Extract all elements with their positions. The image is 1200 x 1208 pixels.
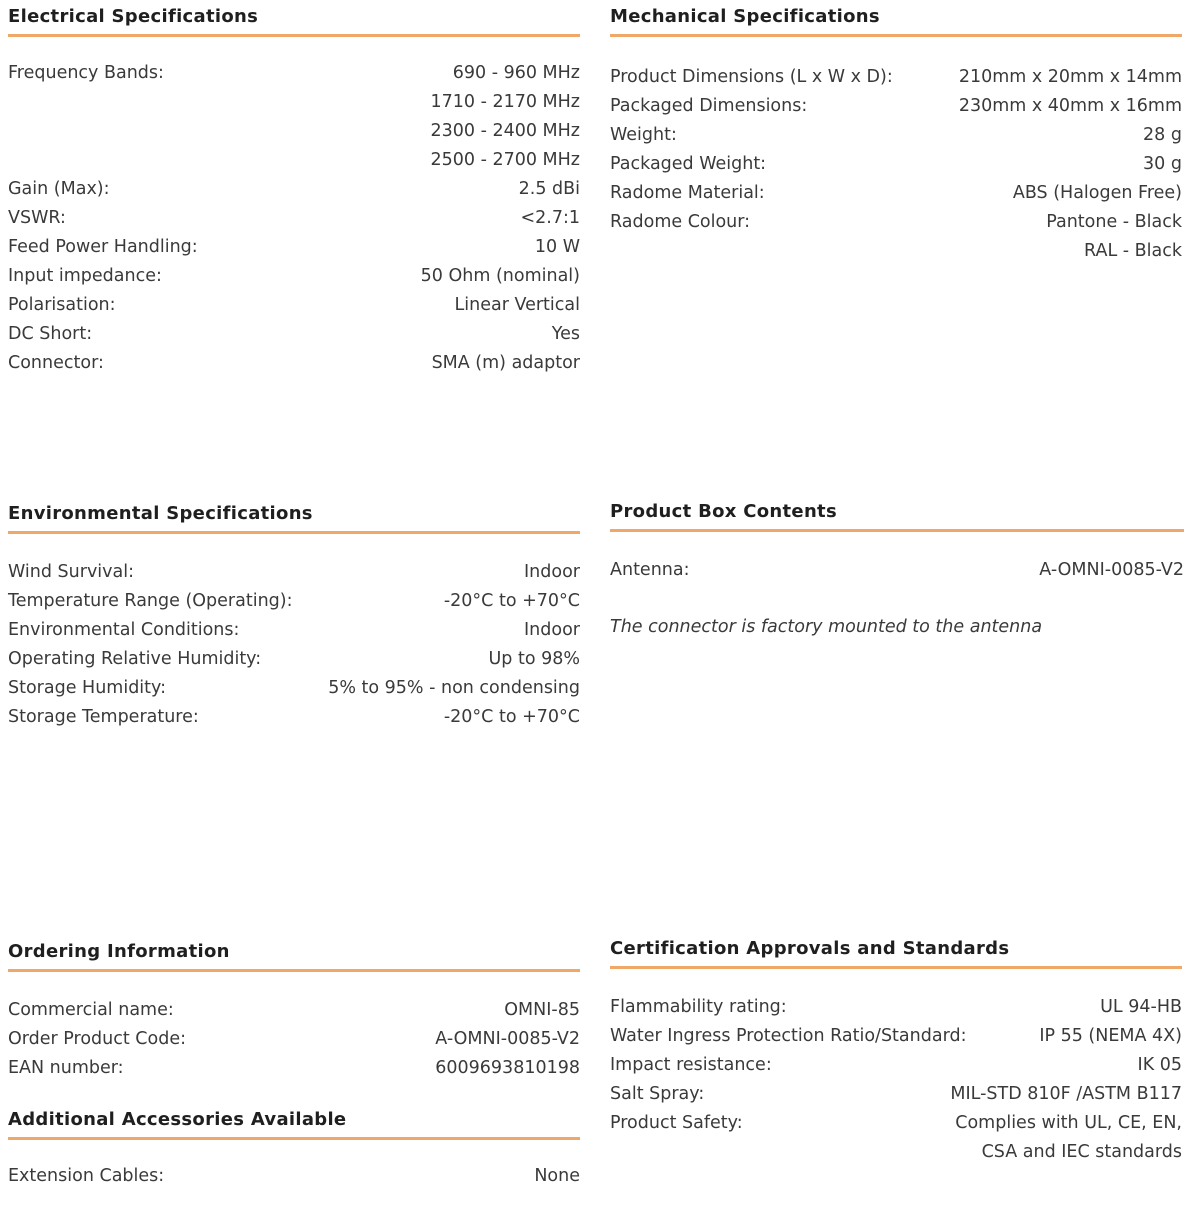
spec-row [8, 1054, 580, 1083]
product-box-contents-section [610, 501, 1184, 642]
spec-value-group [535, 233, 580, 262]
spec-value-group [524, 558, 580, 587]
spec-value-group [421, 262, 580, 291]
spec-label: Gain (Max): [8, 179, 110, 199]
spec-row [8, 1162, 580, 1191]
spec-row [610, 208, 1182, 266]
spec-row [610, 1080, 1182, 1109]
spec-label: Packaged Dimensions: [610, 96, 808, 116]
spec-value: A-OMNI-0085-V2 [1039, 560, 1184, 580]
spec-value-group [1013, 179, 1182, 208]
spec-row [8, 996, 580, 1025]
spec-value-group [524, 616, 580, 645]
section-heading: Ordering Information [8, 941, 580, 972]
spec-label: Extension Cables: [8, 1166, 165, 1186]
spec-list [8, 1162, 580, 1191]
spec-label: Radome Material: [610, 183, 765, 203]
mechanical-specifications-section [610, 6, 1182, 266]
spec-value: 1710 - 2170 MHz [430, 92, 580, 112]
spec-row [610, 556, 1184, 585]
spec-value: UL 94-HB [1100, 997, 1182, 1017]
spec-value: Pantone - Black [1046, 212, 1182, 232]
spec-label: Storage Temperature: [8, 707, 199, 727]
spec-label: Radome Colour: [610, 212, 751, 232]
spec-value: MIL-STD 810F /ASTM B117 [950, 1084, 1182, 1104]
spec-value: Indoor [524, 620, 580, 640]
spec-row [610, 92, 1182, 121]
spec-value: ABS (Halogen Free) [1012, 183, 1182, 203]
electrical-specifications-section [8, 6, 580, 378]
spec-value: 50 Ohm (nominal) [420, 266, 580, 286]
section-heading: Electrical Specifications [8, 6, 580, 37]
spec-row [610, 1022, 1182, 1051]
section-heading: Environmental Specifications [8, 503, 580, 534]
spec-value: None [534, 1166, 580, 1186]
spec-row [610, 63, 1182, 92]
spec-value: Up to 98% [488, 649, 580, 669]
spec-value: Complies with UL, CE, EN, [955, 1113, 1182, 1133]
spec-label: Polarisation: [8, 295, 116, 315]
spec-row [610, 1051, 1182, 1080]
spec-value-group [1143, 150, 1182, 179]
section-heading: Certification Approvals and Standards [610, 938, 1182, 969]
spec-value: RAL - Black [1084, 241, 1182, 261]
spec-value-group [520, 204, 580, 233]
spec-row [610, 121, 1182, 150]
spec-value-group [950, 1080, 1182, 1109]
spec-value-group [455, 291, 580, 320]
spec-label: Commercial name: [8, 1000, 174, 1020]
spec-label: Product Dimensions (L x W x D): [610, 67, 893, 87]
additional-accessories-section [8, 1109, 580, 1191]
spec-label: Packaged Weight: [610, 154, 767, 174]
spec-value: IP 55 (NEMA 4X) [1039, 1026, 1182, 1046]
spec-label: Input impedance: [8, 266, 162, 286]
spec-value: 230mm x 40mm x 16mm [958, 96, 1182, 116]
spec-row [8, 175, 580, 204]
spec-value-group [1039, 1022, 1182, 1051]
spec-value-group [534, 1162, 580, 1191]
spec-value: 28 g [1143, 125, 1182, 145]
spec-value-group [328, 674, 580, 703]
spec-row [8, 558, 580, 587]
spec-value: A-OMNI-0085-V2 [435, 1029, 580, 1049]
spec-value: 210mm x 20mm x 14mm [958, 67, 1182, 87]
spec-value: 2.5 dBi [518, 179, 580, 199]
spec-row [8, 291, 580, 320]
spec-value: 10 W [534, 237, 580, 257]
spec-value-group [1138, 1051, 1182, 1080]
spec-label: Antenna: [610, 560, 690, 580]
spec-row [8, 645, 580, 674]
certification-approvals-section [610, 938, 1182, 1167]
spec-value: 30 g [1143, 154, 1182, 174]
spec-value-group [432, 349, 580, 378]
spec-value: IK 05 [1137, 1055, 1182, 1075]
section-heading: Product Box Contents [610, 501, 1184, 532]
spec-value-group [488, 645, 580, 674]
spec-label: VSWR: [8, 208, 66, 228]
spec-value: 690 - 960 MHz [452, 63, 580, 83]
ordering-information-section [8, 941, 580, 1083]
spec-row [8, 262, 580, 291]
spec-row [610, 150, 1182, 179]
spec-label: Connector: [8, 353, 104, 373]
spec-list [8, 558, 580, 732]
spec-value-group [552, 320, 580, 349]
spec-value-group [444, 587, 580, 616]
spec-label: Operating Relative Humidity: [8, 649, 262, 669]
spec-label: Temperature Range (Operating): [8, 591, 293, 611]
spec-row [8, 674, 580, 703]
spec-label: Environmental Conditions: [8, 620, 240, 640]
spec-value: SMA (m) adaptor [431, 353, 580, 373]
spec-row [8, 349, 580, 378]
spec-label: Salt Spray: [610, 1084, 705, 1104]
spec-value-group [519, 175, 580, 204]
environmental-specifications-section [8, 503, 580, 732]
spec-row [8, 616, 580, 645]
spec-label: Wind Survival: [8, 562, 134, 582]
section-heading: Mechanical Specifications [610, 6, 1182, 37]
spec-value: 5% to 95% - non condensing [328, 678, 580, 698]
spec-label: Flammability rating: [610, 997, 787, 1017]
spec-row [8, 320, 580, 349]
connector-note: The connector is factory mounted to the antenna [610, 617, 1043, 637]
spec-list [8, 996, 580, 1083]
spec-value: -20°C to +70°C [443, 591, 580, 611]
spec-value-group [959, 63, 1182, 92]
spec-label: Feed Power Handling: [8, 237, 198, 257]
spec-value-group [504, 996, 580, 1025]
spec-label: Impact resistance: [610, 1055, 772, 1075]
section-heading: Additional Accessories Available [8, 1109, 580, 1140]
spec-value: CSA and IEC standards [981, 1142, 1182, 1162]
spec-value-group [955, 1109, 1182, 1167]
spec-label: Weight: [610, 125, 677, 145]
spec-value-group [959, 92, 1182, 121]
spec-label: Storage Humidity: [8, 678, 167, 698]
spec-value-group [430, 59, 580, 175]
spec-list [610, 993, 1182, 1167]
spec-value: OMNI-85 [504, 1000, 580, 1020]
spec-row [8, 204, 580, 233]
spec-label: EAN number: [8, 1058, 124, 1078]
spec-value-group [435, 1054, 580, 1083]
spec-row [8, 233, 580, 262]
spec-value: <2.7:1 [520, 208, 580, 228]
spec-label: Product Safety: [610, 1113, 743, 1133]
spec-value: Linear Vertical [454, 295, 580, 315]
spec-row [610, 1109, 1182, 1167]
spec-row [8, 1025, 580, 1054]
spec-value-group [444, 703, 580, 732]
spec-value-group [1100, 993, 1182, 1022]
spec-label: DC Short: [8, 324, 93, 344]
spec-value-group [1143, 121, 1182, 150]
spec-list [8, 59, 580, 378]
spec-row [610, 179, 1182, 208]
spec-list [610, 556, 1184, 585]
spec-value: -20°C to +70°C [443, 707, 580, 727]
spec-label: Frequency Bands: [8, 63, 164, 83]
spec-value: 2500 - 2700 MHz [430, 150, 580, 170]
spec-label: Order Product Code: [8, 1029, 186, 1049]
spec-row [8, 59, 580, 175]
spec-value-group [1046, 208, 1182, 266]
spec-row [610, 993, 1182, 1022]
spec-value-group [1039, 556, 1184, 585]
spec-label: Water Ingress Protection Ratio/Standard: [610, 1026, 967, 1046]
spec-list [610, 63, 1182, 266]
spec-row [8, 703, 580, 732]
spec-value: Indoor [524, 562, 580, 582]
spec-value: 2300 - 2400 MHz [430, 121, 580, 141]
spec-row [8, 587, 580, 616]
spec-value: 6009693810198 [435, 1058, 580, 1078]
spec-value-group [435, 1025, 580, 1054]
spec-value: Yes [551, 324, 580, 344]
